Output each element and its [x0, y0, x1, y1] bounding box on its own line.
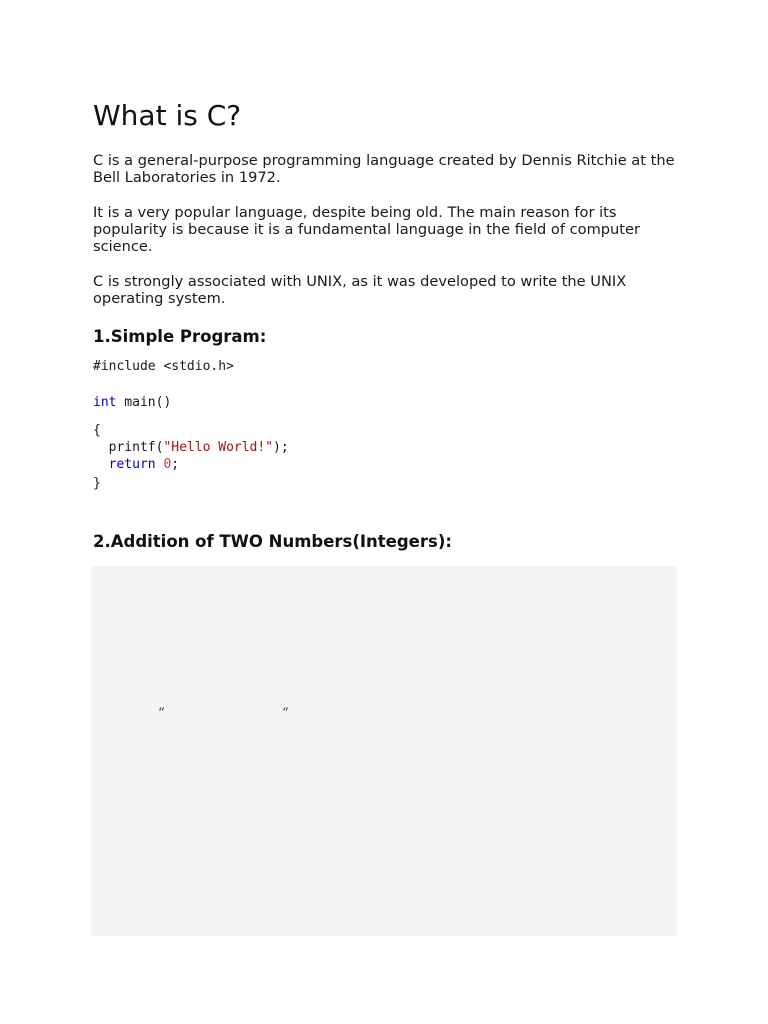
- code-block-placeholder: [91, 566, 677, 936]
- code-line-close-brace: [93, 475, 101, 492]
- code-return-suffix: ;: [171, 457, 180, 472]
- code-close-brace: }: [93, 476, 101, 491]
- code-keyword-return: return: [108, 457, 156, 472]
- paragraph-popularity: It is a very popular language, despite being old. The main reason for its popularity is because it is a fundamental language in the field of computer science.: [93, 204, 641, 256]
- code-line-main: [93, 394, 171, 411]
- code-line-printf: [93, 439, 289, 456]
- code-printf-prefix: printf(: [93, 440, 164, 455]
- paragraph-unix: C is strongly associated with UNIX, as it was developed to write the UNIX operating system.: [93, 273, 627, 308]
- page-title: What is C?: [93, 99, 242, 132]
- code-line-include: [93, 358, 234, 375]
- code-printf-suffix: );: [273, 440, 289, 455]
- section-heading-simple-program: 1.Simple Program:: [93, 327, 267, 346]
- code-include-text: #include <stdio.h>: [93, 359, 234, 374]
- section-heading-addition: 2.Addition of TWO Numbers(Integers):: [93, 532, 452, 551]
- code-line-return: [93, 456, 179, 473]
- code-string-literal: "Hello World!": [163, 440, 274, 455]
- quote-mark-right: “: [282, 706, 289, 721]
- code-open-brace: {: [93, 423, 101, 438]
- code-keyword-int: int: [93, 395, 117, 410]
- code-number-literal: 0: [163, 457, 172, 472]
- code-line-open-brace: [93, 422, 101, 439]
- code-main-signature: main(): [116, 395, 172, 410]
- paragraph-intro: C is a general-purpose programming language created by Dennis Ritchie at the Bell Laboratories in 1972.: [93, 152, 675, 187]
- quote-mark-left: “: [158, 706, 165, 721]
- code-return-indent: [93, 457, 109, 472]
